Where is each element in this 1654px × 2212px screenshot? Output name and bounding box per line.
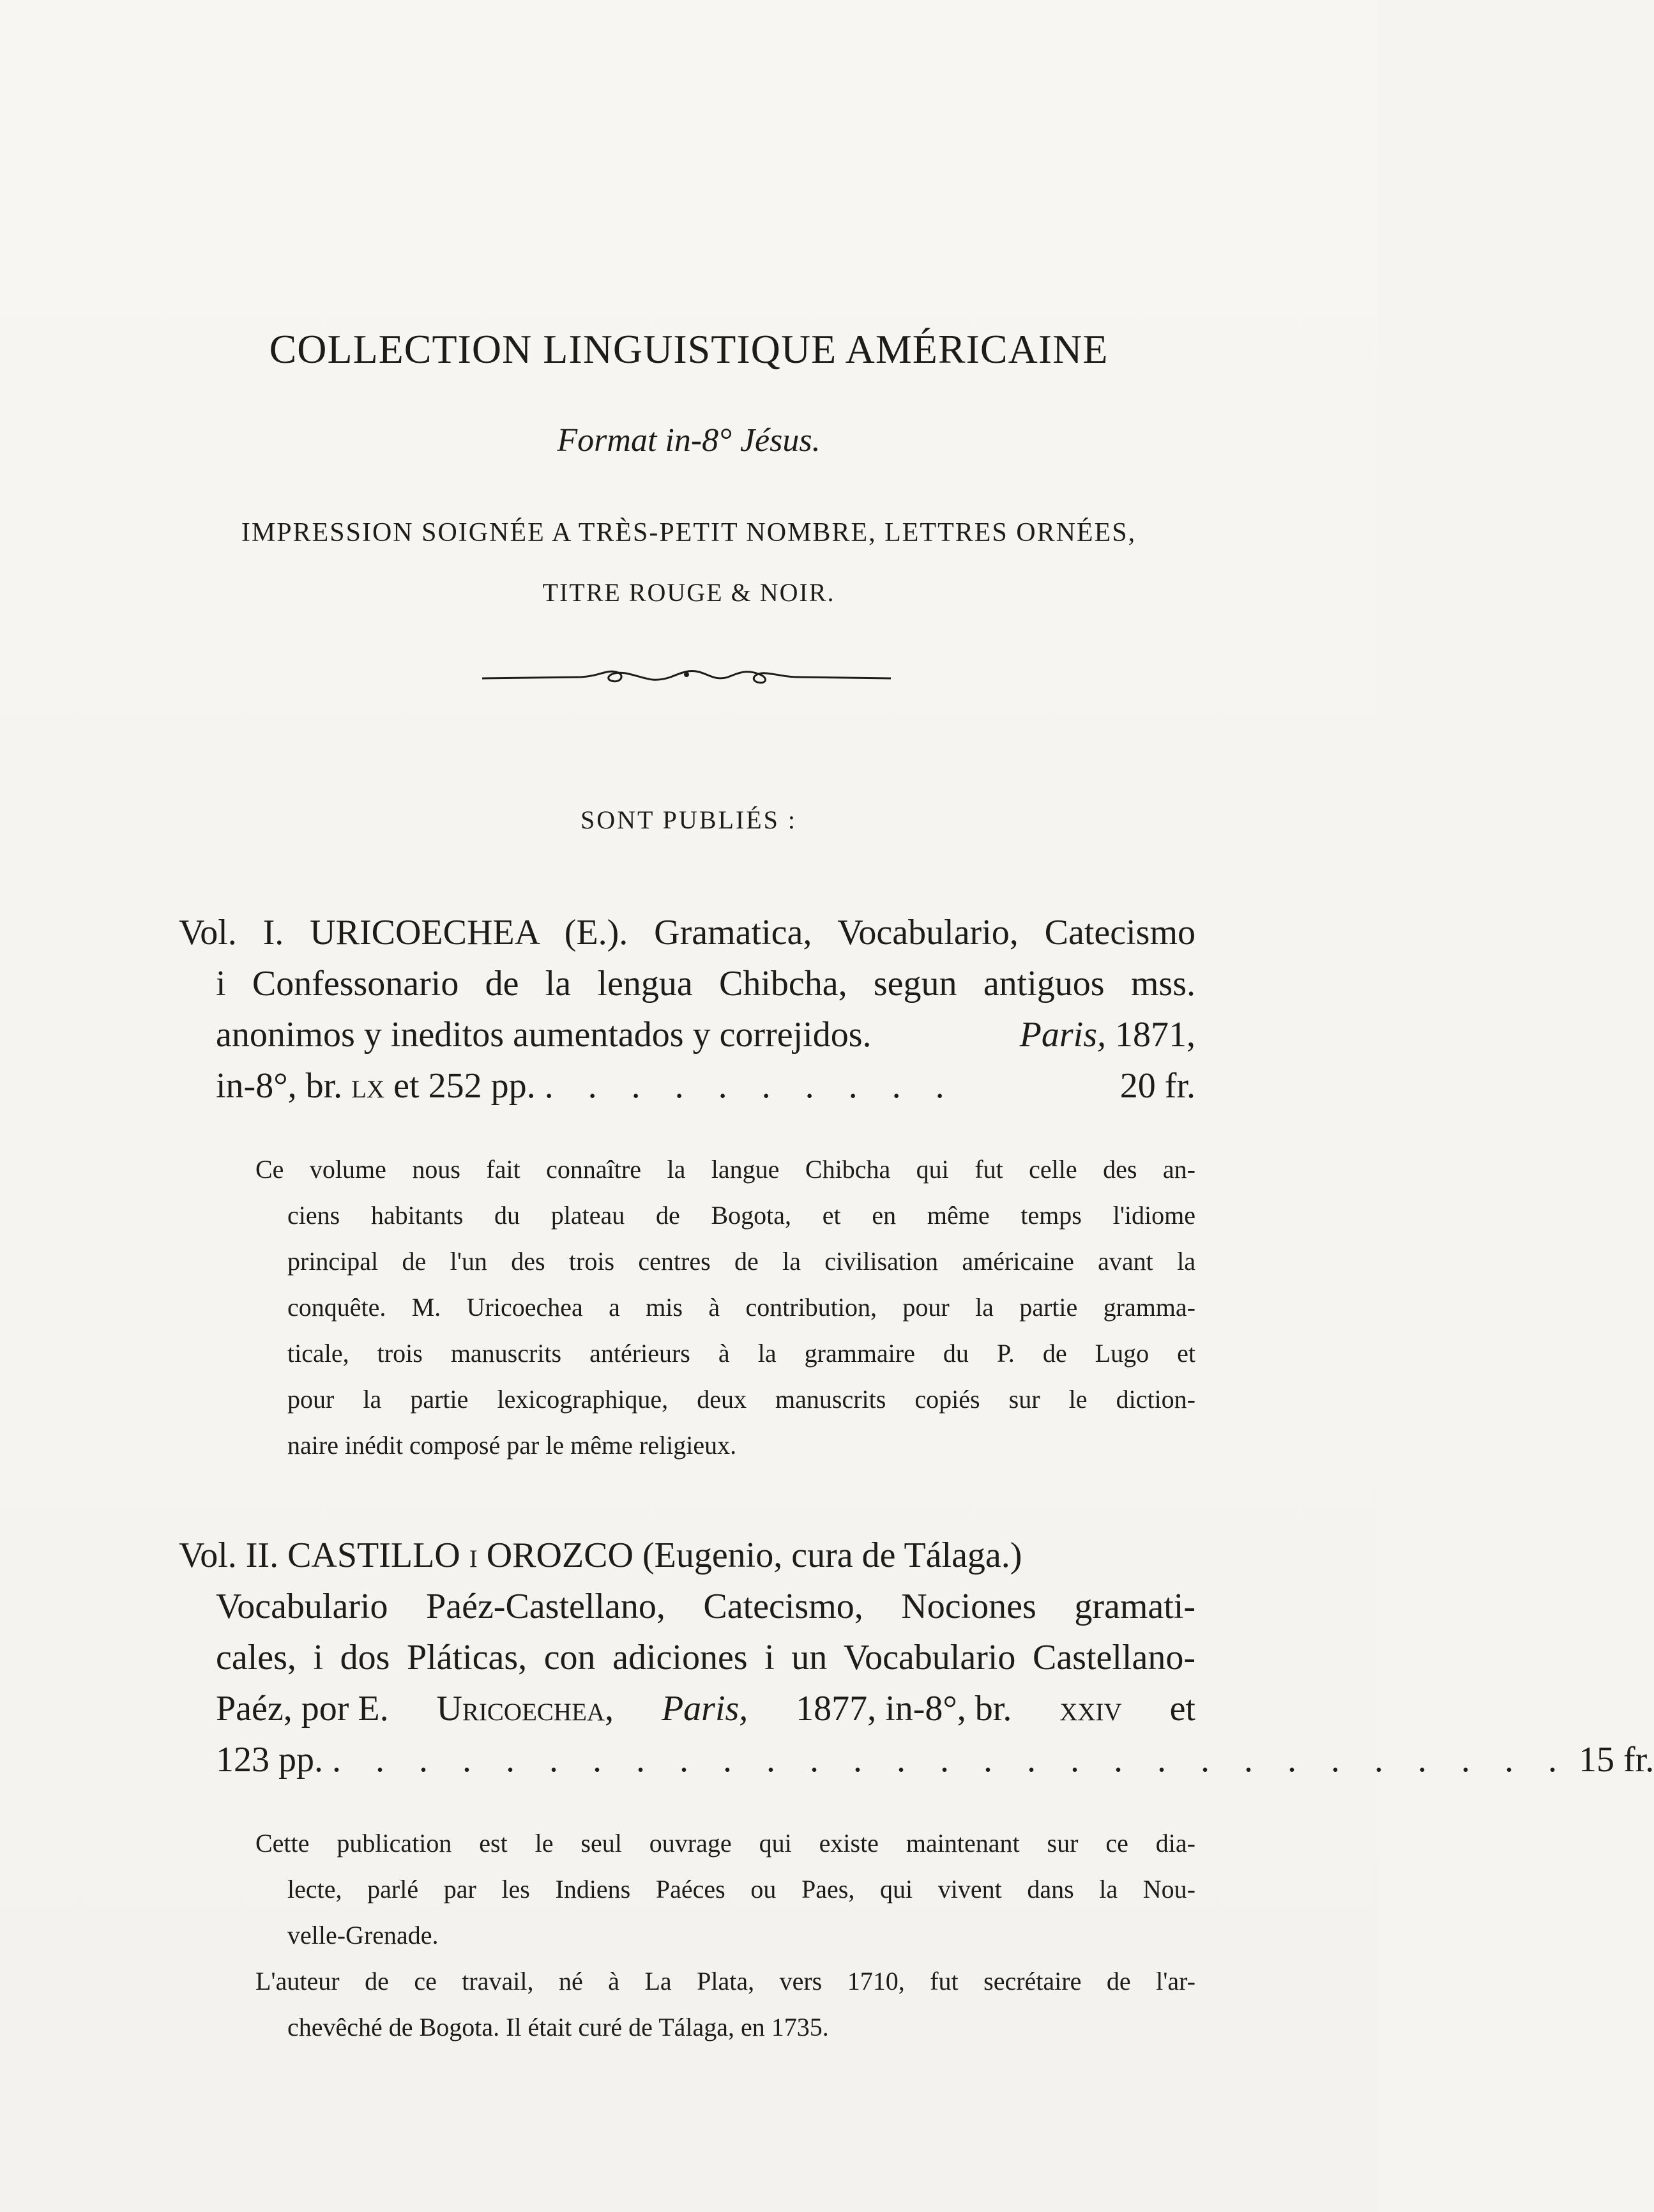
volume-1-line-4 bbox=[179, 1060, 1195, 1111]
volume-1-roman-pages: lx bbox=[351, 1066, 385, 1106]
volume-1-line-1: Vol. I. URICOECHEA (E.). Gramatica, Vocabulario, Catecismo bbox=[179, 913, 1195, 952]
volume-2-author-rest: OROZCO (Eugenio, cura de Tálaga.) bbox=[486, 1536, 1022, 1575]
volume-2-line-1 bbox=[179, 1530, 1195, 1581]
note-line: ticale, trois manuscrits antérieurs à la grammaire du P. de Lugo et bbox=[287, 1339, 1195, 1368]
note-line: chevêché de Bogota. Il était curé de Tálaga, en 1735. bbox=[287, 2013, 829, 2041]
impression-line-1: IMPRESSION SOIGNÉE A TRÈS-PETIT NOMBRE, LETTRES ORNÉES, bbox=[241, 518, 1137, 547]
impression-line-2: TITRE ROUGE & NOIR. bbox=[542, 578, 835, 607]
volume-1-title-end: anonimos y ineditos aumentados y correjidos. bbox=[216, 1015, 872, 1055]
volume-2-entry bbox=[179, 1530, 1654, 1785]
volume-2-by: Paéz, por E. bbox=[216, 1689, 389, 1728]
format-line: Format in-8° Jésus. bbox=[557, 422, 821, 459]
note-line: velle-Grenade. bbox=[287, 1921, 439, 1949]
note-line: Cette publication est le seul ouvrage qui existe maintenant sur ce dia- bbox=[255, 1829, 1195, 1857]
volume-2-pages: 123 pp. bbox=[216, 1740, 323, 1780]
volume-1-leader: . . . . . . . . . . bbox=[544, 1066, 957, 1106]
volume-2-city: Paris, bbox=[661, 1689, 748, 1728]
note-line: lecte, parlé par les Indiens Paéces ou Paes, qui vivent dans la Nou- bbox=[287, 1875, 1195, 1903]
ornament-divider-icon bbox=[479, 658, 894, 696]
volume-2-year-format: 1877, in-8°, br. bbox=[796, 1689, 1012, 1728]
volume-1-line-3 bbox=[179, 1009, 1195, 1060]
volume-2-line-2: Vocabulario Paéz-Castellano, Catecismo, Nociones gramati- bbox=[216, 1587, 1195, 1626]
volume-2-leader: . . . . . . . . . . . . . . . . . . . . . . . . . . . . . bbox=[332, 1740, 1570, 1780]
volume-1-entry bbox=[179, 907, 1195, 1111]
volume-2-author: Vol. II. CASTILLO bbox=[179, 1536, 460, 1575]
volume-2-roman-pages: xxiv bbox=[1059, 1689, 1122, 1728]
note-line: conquête. M. Uricoechea a mis à contribution, pour la partie gramma- bbox=[287, 1293, 1195, 1322]
volume-2-et: et bbox=[1169, 1689, 1195, 1728]
note-line: ciens habitants du plateau de Bogota, et en même temps l'idiome bbox=[287, 1201, 1195, 1230]
note-line: naire inédit composé par le même religieux. bbox=[287, 1431, 737, 1460]
volume-2-note bbox=[255, 1820, 1195, 2050]
volume-1-format: in-8°, br. bbox=[216, 1066, 343, 1106]
volume-2-conjunction: i bbox=[469, 1536, 478, 1575]
note-line: principal de l'un des trois centres de la civilisation américaine avant la bbox=[287, 1247, 1195, 1276]
volume-1-year: 1871, bbox=[1115, 1015, 1195, 1055]
volume-2-price: 15 fr. bbox=[1579, 1740, 1654, 1780]
volume-2-editor: Uricoechea, bbox=[436, 1689, 614, 1728]
volume-1-note bbox=[255, 1147, 1195, 1468]
collection-title: COLLECTION LINGUISTIQUE AMÉRICAINE bbox=[269, 326, 1109, 372]
volume-2-line-5 bbox=[179, 1734, 1654, 1785]
note-line: L'auteur de ce travail, né à La Plata, vers 1710, fut secrétaire de l'ar- bbox=[255, 1967, 1195, 1995]
volume-1-price: 20 fr. bbox=[1119, 1066, 1195, 1106]
volume-1-line-2: i Confessonario de la lengua Chibcha, segun antiguos mss. bbox=[216, 964, 1195, 1003]
volume-1-city: Paris, bbox=[1019, 1015, 1106, 1055]
volume-2-line-4 bbox=[179, 1683, 1195, 1734]
note-line: pour la partie lexicographique, deux manuscrits copiés sur le diction- bbox=[287, 1385, 1195, 1414]
volume-1-pages: et 252 pp. bbox=[393, 1066, 536, 1106]
volume-2-line-3: cales, i dos Pláticas, con adiciones i un Vocabulario Castellano- bbox=[216, 1638, 1195, 1677]
published-label: SONT PUBLIÉS : bbox=[580, 805, 798, 834]
note-line: Ce volume nous fait connaître la langue Chibcha qui fut celle des an- bbox=[255, 1155, 1195, 1184]
